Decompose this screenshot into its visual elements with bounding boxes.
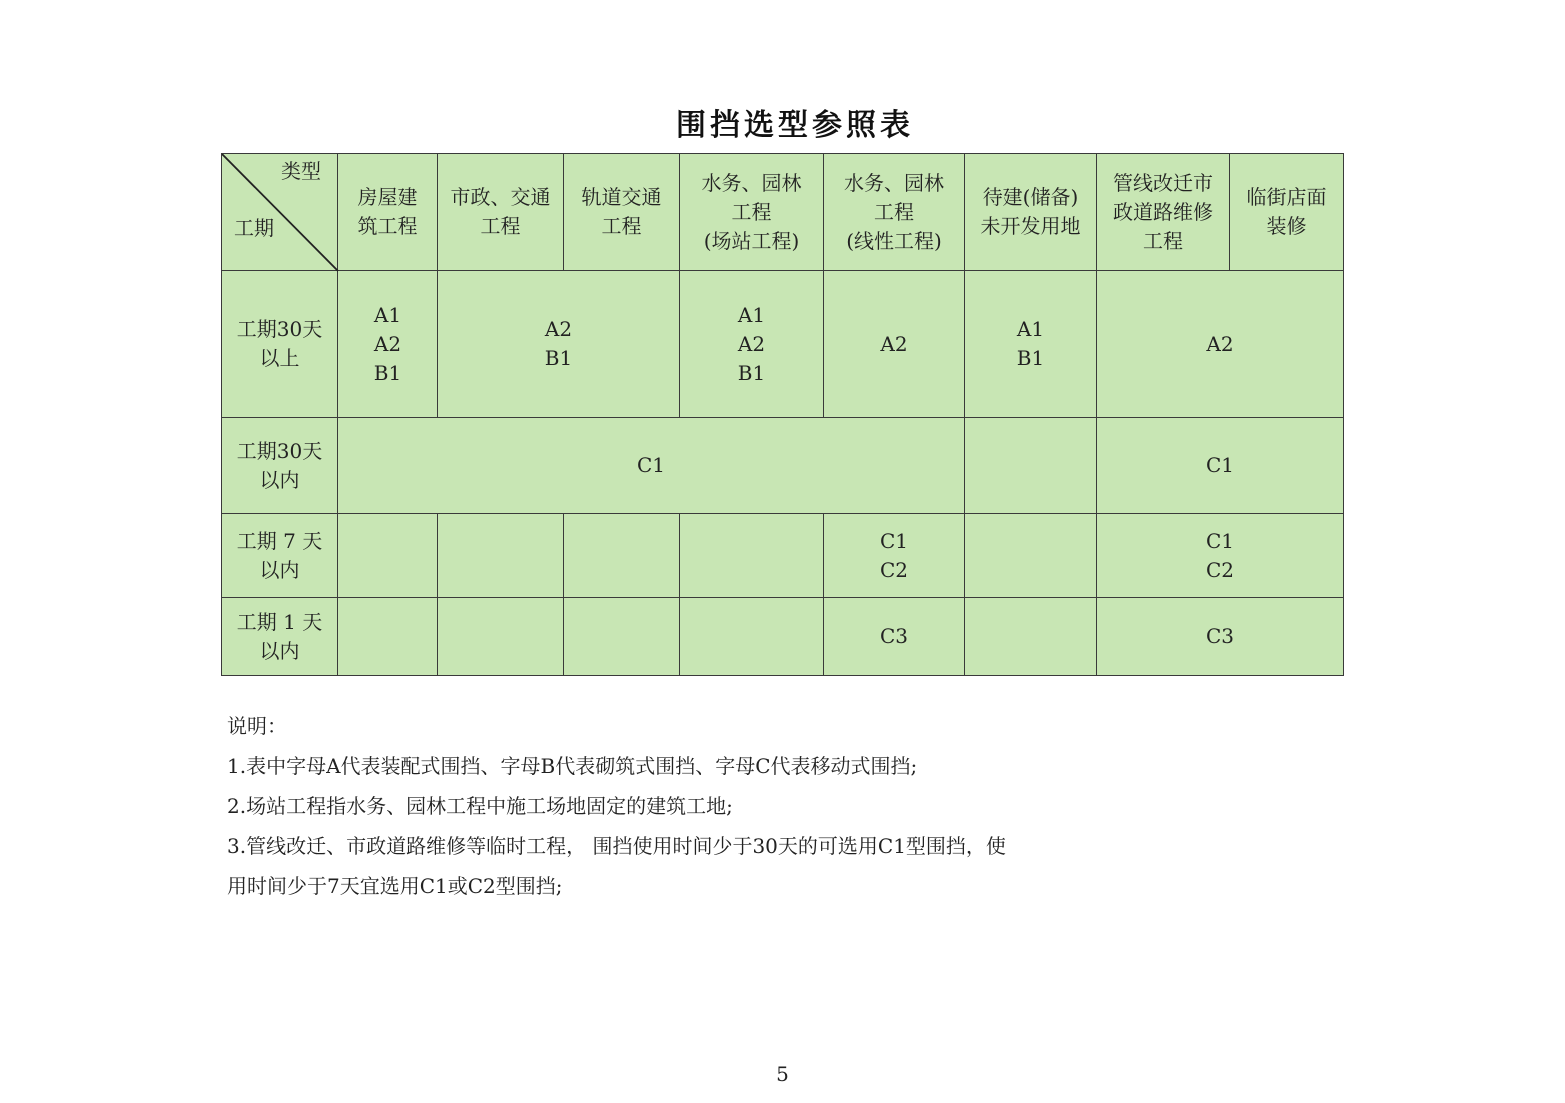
- note-item: 3.管线改迁、市政道路维修等临时工程， 围挡使用时间少于30天的可选用C1型围挡，使: [227, 834, 1006, 858]
- table-cell: [564, 514, 680, 598]
- table-row: [222, 514, 1344, 598]
- row-label: 工期 1 天 以内: [222, 598, 338, 676]
- column-header: 水务、园林 工程 (场站工程): [680, 154, 824, 271]
- table-cell: [965, 418, 1097, 514]
- page-number: 5: [776, 1062, 789, 1086]
- table-row: [222, 598, 1344, 676]
- table-cell: A1 B1: [965, 271, 1097, 418]
- table-cell: [965, 598, 1097, 676]
- table-cell: C1 C2: [1097, 514, 1344, 598]
- header-row: [222, 154, 1344, 271]
- corner-period-label: 工期: [234, 216, 274, 240]
- note-item: 2.场站工程指水务、园林工程中施工场地固定的建筑工地;: [227, 794, 733, 818]
- column-header: 临街店面 装修: [1230, 154, 1344, 271]
- row-label: 工期 7 天 以内: [222, 514, 338, 598]
- table-cell: [338, 598, 438, 676]
- row-label: 工期30天 以内: [222, 418, 338, 514]
- column-header: 管线改迁市 政道路维修 工程: [1097, 154, 1230, 271]
- table-cell: C3: [1097, 598, 1344, 676]
- table-cell: A2 B1: [438, 271, 680, 418]
- table-cell: [438, 598, 564, 676]
- table-cell: [965, 514, 1097, 598]
- corner-header-cell: [222, 154, 338, 271]
- table-cell: [564, 598, 680, 676]
- table-cell: [338, 514, 438, 598]
- column-header: 房屋建 筑工程: [338, 154, 438, 271]
- table-cell: A2: [824, 271, 965, 418]
- table-cell: [680, 598, 824, 676]
- note-item: 1.表中字母A代表装配式围挡、字母B代表砌筑式围挡、字母C代表移动式围挡;: [227, 754, 918, 778]
- table-cell: A1 A2 B1: [680, 271, 824, 418]
- column-header: 待建(储备) 未开发用地: [965, 154, 1097, 271]
- table-row: [222, 271, 1344, 418]
- table-cell: C1 C2: [824, 514, 965, 598]
- column-header: 轨道交通 工程: [564, 154, 680, 271]
- table-row: [222, 418, 1344, 514]
- notes-heading: 说明：: [227, 714, 287, 738]
- table-cell: C3: [824, 598, 965, 676]
- page-title: 围挡选型参照表: [676, 108, 914, 143]
- table-cell: A1 A2 B1: [338, 271, 438, 418]
- table-cell: C1: [1097, 418, 1344, 514]
- table-cell: [680, 514, 824, 598]
- notes-section: [227, 706, 1006, 906]
- corner-type-label: 类型: [281, 159, 321, 183]
- column-header: 水务、园林 工程 (线性工程): [824, 154, 965, 271]
- table-cell: [438, 514, 564, 598]
- table-cell: A2: [1097, 271, 1344, 418]
- table-cell: C1: [338, 418, 965, 514]
- enclosure-selection-table: [221, 153, 1344, 676]
- column-header: 市政、交通 工程: [438, 154, 564, 271]
- row-label: 工期30天 以上: [222, 271, 338, 418]
- note-item: 用时间少于7天宜选用C1或C2型围挡;: [227, 874, 563, 898]
